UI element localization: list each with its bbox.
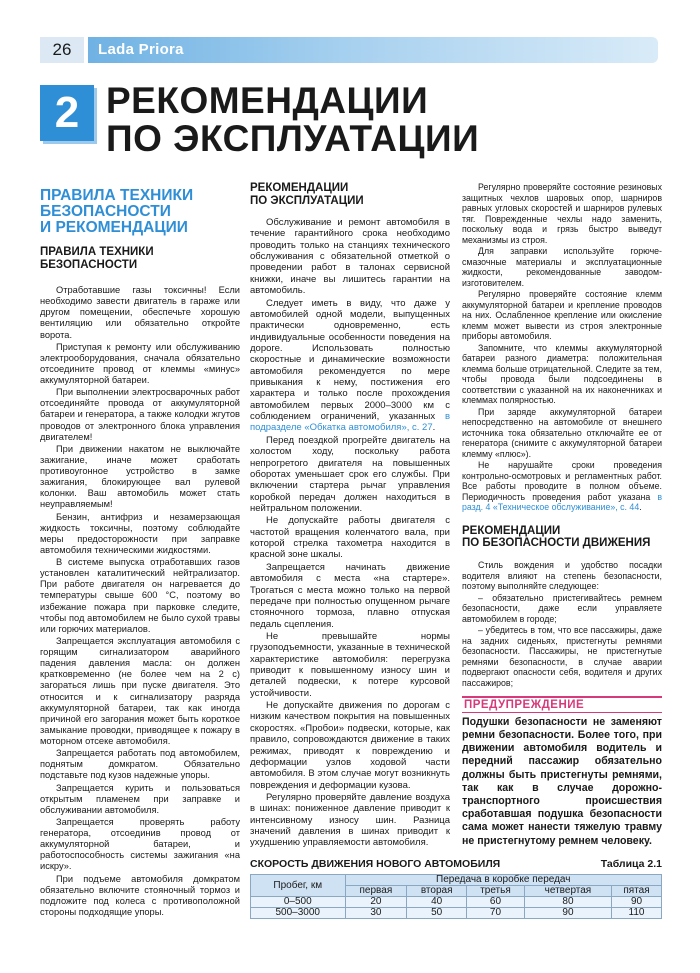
table-cell: 0–500 [251, 897, 346, 908]
table-cell: 90 [612, 897, 662, 908]
subheading-line: ПРАВИЛА ТЕХНИКИ [40, 246, 154, 258]
table-cell: 110 [612, 908, 662, 919]
paragraph: Не допускайте движения по дорогам с низким качеством покрытия на повышенных скоростях. «Пробои» подвески, которые, как правило, сопровождаются движение в таких режимах, приводят к повреждению и деформации узлов ходовой части автомобиля. В этом случае могут возникнуть повреждения и деформации кузова. [250, 700, 450, 791]
paragraph: Приступая к ремонту или обслуживанию электрооборудования, сначала обязательно отсоедините провод от клеммы «минус» аккумуляторной батареи. [40, 341, 240, 385]
table-cell: 90 [524, 908, 611, 919]
warning-text: Подушки безопасности не заменяют ремни безопасности. Более того, при движении автомобиля водитель и передний пассажир обязательно должны быть пристегнуты ремнями, так как в случае дорожно-транспортного происшествия сработавшая подушка безопасности сама может нанести тяжелую травму не пристегнутому ремнем человеку. [462, 715, 662, 847]
chapter-title-line: РЕКОМЕНДАЦИИ [106, 80, 429, 121]
subheading-operation-recommendations [250, 182, 450, 207]
paragraph: Запрещается начинать движение автомобиля с места «на стартере». Трогаться с места можно только на первой передаче при полностью опущенном рычаге стояночного тормоза, плавно отпуская педаль сцепления. [250, 561, 450, 630]
paragraph: При выполнении электросварочных работ отсоединяйте провода от аккумуляторной батареи и генератора, а также колодки жгутов проводов от электронного блока управления двигателем! [40, 387, 240, 442]
section-heading-line: ПРАВИЛА ТЕХНИКИ [40, 187, 194, 204]
subheading-line: ПО БЕЗОПАСНОСТИ ДВИЖЕНИЯ [462, 537, 651, 550]
header-mileage: Пробег, км [251, 875, 346, 897]
column-1 [40, 182, 240, 919]
table-title: СКОРОСТЬ ДВИЖЕНИЯ НОВОГО АВТОМОБИЛЯ [250, 858, 501, 870]
paragraph-text: . [432, 422, 436, 434]
chapter-number: 2 [40, 85, 94, 141]
paragraph: Стиль вождения и удобство посадки водителя влияют на степень безопасности, поэтому выполняйте следующее: [462, 559, 662, 592]
paragraph: Запрещается эксплуатация автомобиля с горящим сигнализатором аварийного падения давления масла: он должен кратковременно (не более чем на 2 с) загораться лишь при пуске двигателя. Это относится и к сигнализатору разряда аккумуляторной батареи, так как иногда причиной его загорания может быть короткое замыкание проводки, приводящее к пожару в моторном отсеке автомобиля. [40, 635, 240, 746]
paragraph [462, 460, 662, 513]
subheading-line: РЕКОМЕНДАЦИИ [462, 524, 561, 537]
header-gear: четвертая [524, 886, 611, 897]
paragraph: В системе выпуска отработавших газов установлен каталитический нейтрализатор. При работе двигателя он нагревается до температуры свыше 600 °С, поэтому во избежание пожара при парковке следите, чтобы под автомобилем не было сухой травы или горючих материалов. [40, 557, 240, 634]
table-cell: 80 [524, 897, 611, 908]
paragraph: Регулярно проверяйте состояние резиновых защитных чехлов шаровых опор, шарниров равных угловых скоростей и шарниров рулевых тяг. Поврежденные чехлы надо заменить, поскольку вода и грязь быстро выведут механизмы из строя. [462, 182, 662, 245]
paragraph: Обслуживание и ремонт автомобиля в течение гарантийного срока необходимо проводить только на станциях технического обслуживания с обязательной отметкой о проведении работ в талонах сервисной книжки, иначе вы лишитесь гарантии на автомобиль. [250, 217, 450, 297]
column-3 [462, 182, 662, 848]
break-in-link[interactable]: в подразделе «Обкатка автомобиля», с. 27 [250, 411, 450, 434]
paragraph: При подъеме автомобиля домкратом обязательно включите стояночный тормоз и подложите под колеса с противоположной стороны подходящие упоры. [40, 873, 240, 917]
paragraph: Отработавшие газы токсичны! Если необходимо завести двигатель в гараже или другом помещении, обеспечьте хорошую вентиляцию или обязательно откройте ворота. [40, 285, 240, 340]
table-cell: 50 [407, 908, 467, 919]
subheading-line: БЕЗОПАСНОСТИ [40, 258, 138, 271]
page-header [40, 37, 658, 63]
maintenance-link[interactable]: в разд. 4 «Техническое обслуживание», с. 44 [462, 491, 662, 513]
section-heading [40, 188, 240, 236]
paragraph: Запрещается курить и пользоваться открытым пламенем при заправке и обслуживании автомобиля. [40, 782, 240, 815]
column-2 [250, 182, 450, 850]
paragraph: Запомните, что клеммы аккумуляторной батареи разного диаметра: положительная клемма больше отрицательной. Следите за тем, чтобы провода были подсоединены в соответствии с указанной на их наконечниках и клеммах полярностью. [462, 342, 662, 406]
warning-title: ПРЕДУПРЕЖДЕНИЕ [462, 696, 662, 713]
paragraph: Для заправки используйте горюче-смазочные материалы и эксплуатационные жидкости, рекомендованные заводом-изготовителем. [462, 246, 662, 288]
table-cell: 500–3000 [251, 908, 346, 919]
paragraph: Запрещается работать под автомобилем, поднятым домкратом. Обязательно подставьте под кузов надежные упоры. [40, 748, 240, 781]
table-row [251, 897, 662, 908]
paragraph: Не превышайте нормы грузоподъемности, указанные в технической характеристике автомобиля: перегрузка приводит к повышенному износу шин и деталей подвески, к потере курсовой устойчивости. [250, 630, 450, 699]
speed-table-block [250, 858, 662, 919]
table-caption [250, 858, 662, 870]
brand-strip [88, 37, 658, 63]
section-heading-line: И РЕКОМЕНДАЦИИ [40, 219, 188, 236]
chapter-title-line: ПО ЭКСПЛУАТАЦИИ [106, 118, 480, 159]
subheading-line: ПО ЭКСПЛУАТАЦИИ [250, 194, 364, 207]
paragraph: При заряде аккумуляторной батареи непосредственно на автомобиле от внешнего источника тока обязательно отключайте ее от генератора (снимите с аккумуляторной батареи клемму «плюс»). [462, 406, 662, 459]
header-gear: пятая [612, 886, 662, 897]
chapter-title [106, 82, 479, 158]
paragraph-text: Следует иметь в виду, что даже у автомобилей одной модели, выпущенных практически одновременно, есть индивидуальные особенности поведения на дороге. Использовать полностью скоростные и динамические возможности автомобиля рекомендуется по мере привыкания к нему, постижения его характера и только после прохождения автомобилем первых 2000–3000 км с соблюдением ограничений, указанных [250, 297, 450, 423]
header-gear: третья [467, 886, 525, 897]
table-cell: 20 [345, 897, 407, 908]
paragraph [250, 298, 450, 434]
header-gear-group: Передача в коробке передач [345, 875, 661, 886]
table-cell: 40 [407, 897, 467, 908]
table-header-row [251, 875, 662, 886]
paragraph: Регулярно проверяйте давление воздуха в шинах: пониженное давление приводит к интенсивному износу шин. Разница значений давления в шинах приводит к ухудшению управляемости автомобиля. [250, 791, 450, 849]
paragraph-text: Не нарушайте сроки проведения контрольно-осмотровых и регламентных работ. Все работы проводите в полном объеме. Периодичность проведения работ указана [462, 460, 662, 502]
brand-title: Lada Priora [98, 41, 184, 58]
paragraph: Перед поездкой прогрейте двигатель на холостом ходу, поскольку работа непрогретого двигателя на повышенных оборотах уменьшает срок его службы. При включении стартера рычаг управления коробкой передач должен находиться в нейтральном положении. [250, 434, 450, 514]
paragraph: – обязательно пристегивайтесь ремнем безопасности, даже если управляете автомобилем в городе; [462, 592, 662, 624]
speed-table [250, 874, 662, 919]
paragraph: – убедитесь в том, что все пассажиры, даже на задних сиденьях, пристегнуты ремнями безопасности. Пассажиры, не пристегнутые ремнями безопасности, в случае аварии подвергают опасности себя, водителя и других пассажиров; [462, 625, 662, 688]
page-number: 26 [40, 37, 84, 63]
table-cell: 30 [345, 908, 407, 919]
paragraph-text: . [639, 502, 642, 513]
paragraph: Регулярно проверяйте состояние клемм аккумуляторной батареи и крепление проводов на них. Ослабленное крепление или окисление клемм может вывести из строя электронные приборы автомобиля. [462, 289, 662, 342]
paragraph: Запрещается проверять работу генератора, отсоединив провод от аккумуляторной батареи, и работоспособность системы зажигания «на искру». [40, 816, 240, 872]
table-cell: 60 [467, 897, 525, 908]
header-gear: первая [345, 886, 407, 897]
section-heading-line: БЕЗОПАСНОСТИ [40, 203, 171, 220]
table-cell: 70 [467, 908, 525, 919]
subheading-line: РЕКОМЕНДАЦИИ [250, 182, 349, 194]
table-row [251, 908, 662, 919]
subheading-driving-safety [462, 525, 662, 550]
subheading-safety-rules [40, 246, 240, 271]
paragraph: Не допускайте работы двигателя с частотой вращения коленчатого вала, при которой стрелка тахометра находится в красной зоне шкалы. [250, 515, 450, 561]
table-label: Таблица 2.1 [600, 858, 662, 870]
paragraph: Бензин, антифриз и незамерзающая жидкость токсичны, поэтому соблюдайте меры предосторожности при заправке автомобиля техническими жидкостями. [40, 511, 240, 555]
header-gear: вторая [407, 886, 467, 897]
paragraph: При движении накатом не выключайте зажигание, иначе может сработать противоугонное устройство в замке зажигания, блокирующее вал рулевой колонки. Ваш автомобиль может стать неуправляемым! [40, 443, 240, 510]
